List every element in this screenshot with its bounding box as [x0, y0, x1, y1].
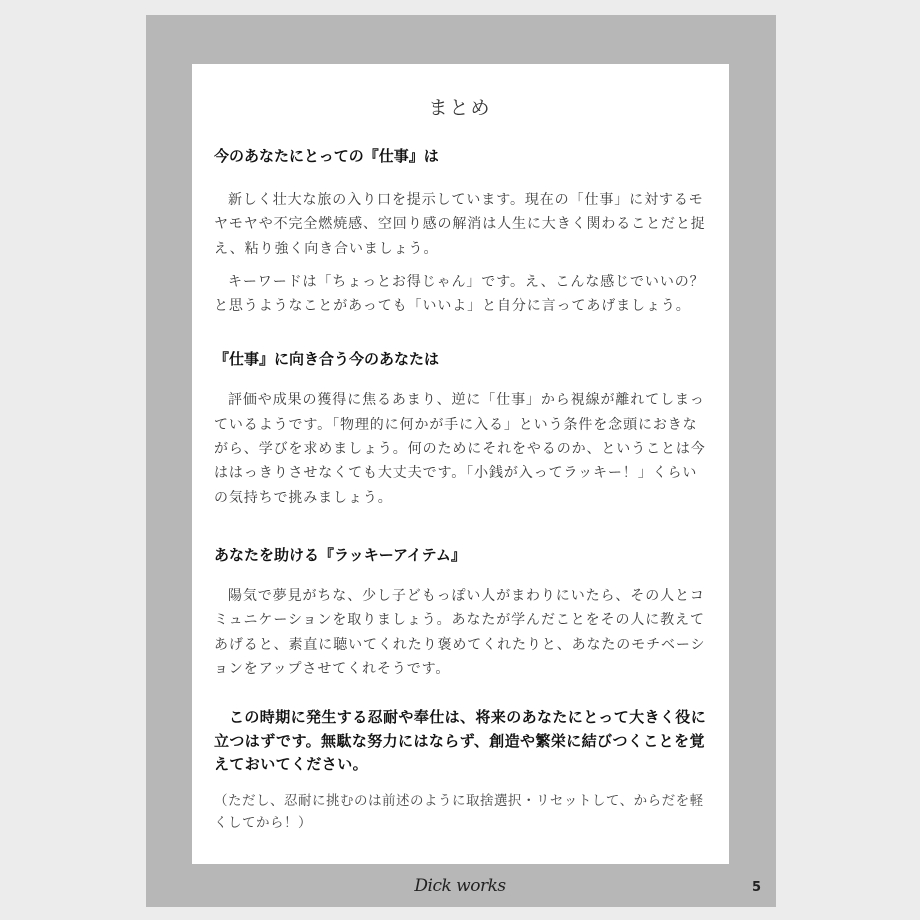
footnote: （ただし、忍耐に挑むのは前述のように取捨選択・リセットして、からだを軽くしてから！） — [214, 792, 704, 831]
paragraph-facing-work: 評価や成果の獲得に焦るあまり、逆に「仕事」から視線が離れてしまっているようです。「物理的に何かが手に入る」という条件を念頭におきながら、学びを求めましょう。何のためにそれをやるのか、ということは今ははっきりさせなくても大丈夫です。「小銭が入ってラッキー！」くらいの気持ちで挑みましょう。 — [214, 392, 706, 506]
page-number: 5 — [752, 880, 762, 895]
page-title: まとめ — [428, 97, 492, 119]
signature-logo: Dick works — [414, 876, 506, 896]
paragraph-work-1: 新しく壮大な旅の入り口を提示しています。現在の「仕事」に対するモヤモヤや不完全燃焼感、空回り感の解消は人生に大きく関わることだと捉え、粘り強く向き合いましょう。 — [214, 192, 706, 257]
paragraph-work-2: キーワードは「ちょっとお得じゃん」です。え、こんな感じでいいの？と思うようなことがあっても「いいよ」と自分に言ってあげましょう。 — [214, 273, 705, 315]
section-heading-facing-work: 『仕事』に向き合う今のあなたは — [214, 350, 440, 369]
paragraph-lucky-item: 陽気で夢見がちな、少し子どもっぽい人がまわりにいたら、その人とコミュニケーションを取りましょう。あなたが学んだことをその人に教えてあげると、素直に聴いてくれたり褒めてくれたりと、あなたのモチベーションをアップさせてくれそうです。 — [214, 587, 706, 677]
conclusion-statement: この時期に発生する忍耐や奉仕は、将来のあなたにとって大きく役に立つはずです。無駄な努力にはならず、創造や繁栄に結びつくことを覚えておいてください。 — [214, 708, 707, 774]
section-heading-lucky-item: あなたを助ける『ラッキーアイテム』 — [214, 545, 466, 564]
section-heading-work: 今のあなたにとっての『仕事』は — [214, 147, 439, 165]
document-body — [214, 140, 709, 834]
